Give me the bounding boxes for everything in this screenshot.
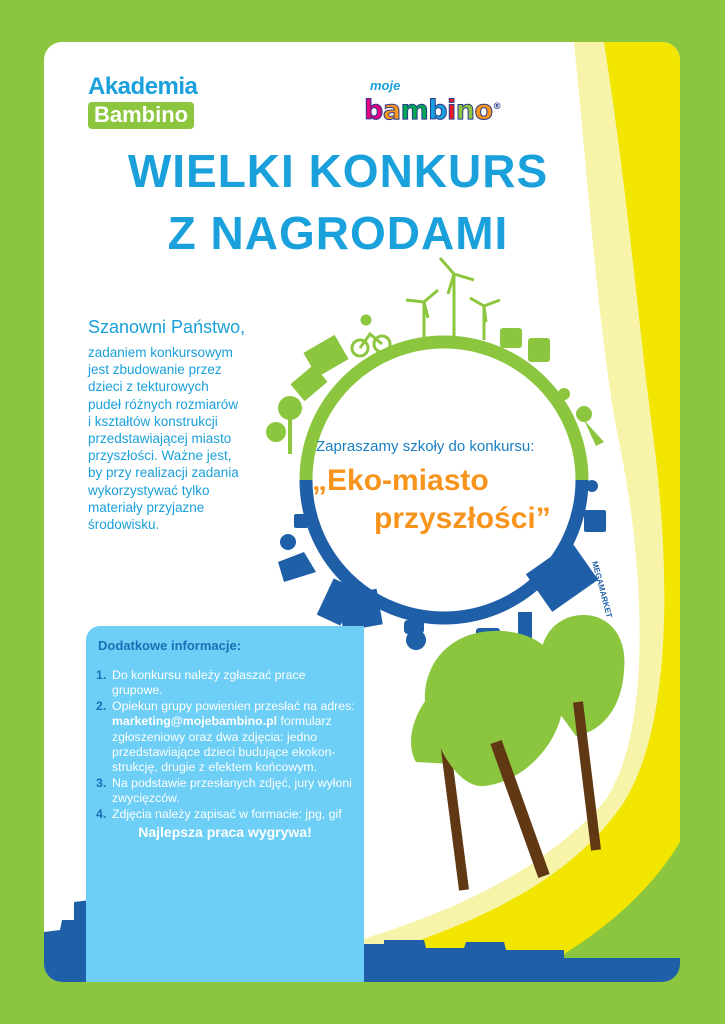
info-item: 1. Do konkursu należy zgłaszać prace grupowe. [96,668,306,698]
contest-name-line-1: „Eko-miasto [312,464,489,497]
logo-bambino-text: Bambino [94,102,189,127]
contest-name-line-2: przyszłości” [374,502,551,535]
registered-mark: ® [492,102,502,112]
logo-letter: b [364,95,383,126]
intro-line: przyszłości. Ważne jest, [88,448,232,464]
logo-moje-text: moje [370,78,401,93]
contact-email[interactable]: marketing@mojebambino.pl [112,714,278,729]
greeting: Szanowni Państwo, [88,317,246,337]
intro-line: materiały przyjazne [88,499,205,515]
logo-letter: n [455,95,475,126]
logo-letter: i [447,95,456,126]
intro-line: jest zbudowanie przez [88,362,222,378]
intro-line: by przy realizacji zadania [88,465,239,481]
intro-line: pudeł różnych rozmiarów [88,396,239,412]
title-line-2: Z NAGRODAMI [167,207,509,259]
intro-line: przedstawiającej miasto [88,431,232,447]
intro-line: zadaniem konkursowym [88,345,233,360]
poster-sheet [44,42,680,982]
logo-letter: o [474,95,493,126]
logo-letter: b [428,95,448,126]
info-box [86,626,364,982]
logo-letter: a [382,95,401,126]
closing-slogan: Najlepsza praca wygrywa! [138,824,312,840]
intro-line: środowisku. [88,517,160,533]
info-heading: Dodatkowe informacje: [98,638,242,653]
title-line-1: WIELKI KONKURS [127,145,549,197]
logo-akademia-text: Akademia [88,73,198,100]
info-list [96,668,358,822]
megamarket-label: MEGAMARKET [590,560,614,619]
intro-line: dzieci z tekturowych [88,379,209,395]
intro-line: i kształtów konstrukcji [88,413,218,429]
info-item: 2. Opiekun grupy powienien przesłać na adres: marketing@mojebambino.pl formularz zgłoszeniowy oraz dwa zdjęcia: jedno przedstawiające dzieci budujące ekokon-strukcję, drugie z efektem końcowym. [96,698,355,775]
intro-line: wykorzystywać tylko [88,482,210,498]
info-item: 4. Zdjęcia należy zapisać w formacie: jpg, gif [96,806,342,821]
contest-invitation: Zapraszamy szkoły do konkursu: [316,438,535,455]
info-item: 3. Na podstawie przesłanych zdjęć, jury wyłoni zwycięzców. [96,775,352,806]
logo-letter: m [400,95,429,126]
